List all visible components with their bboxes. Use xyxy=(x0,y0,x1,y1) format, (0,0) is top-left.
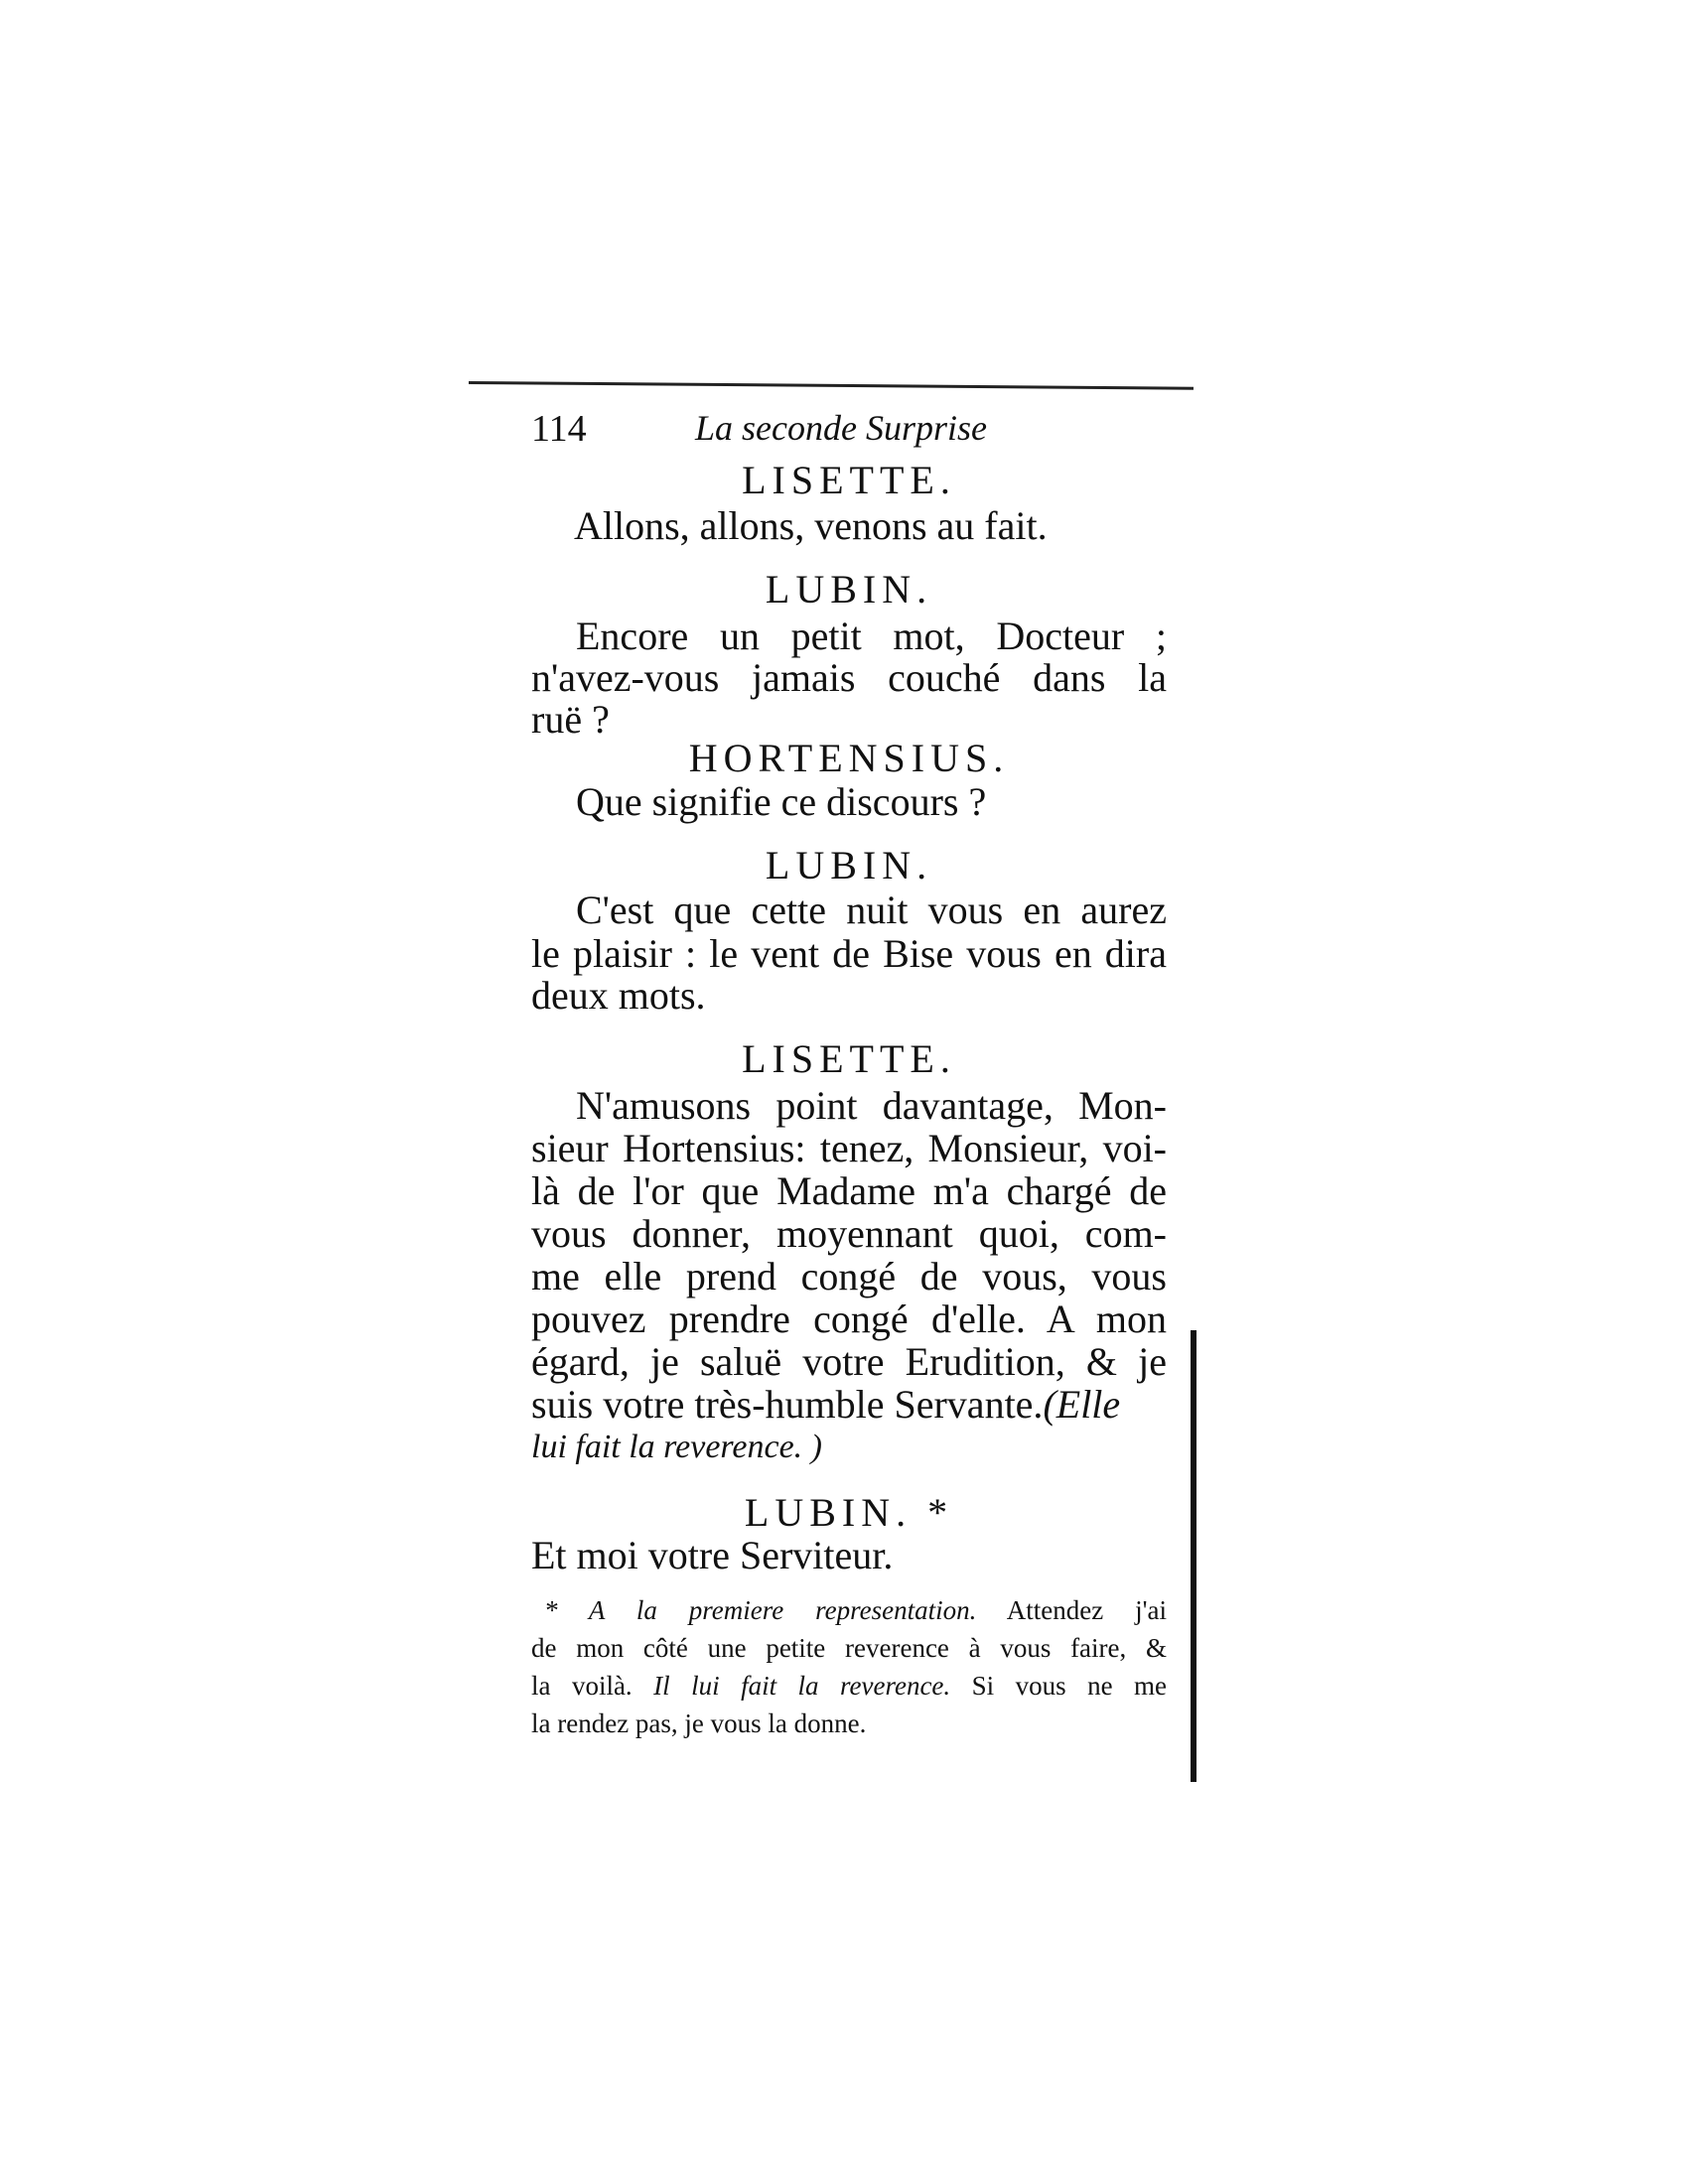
footnote-italic: * A la premiere representation. xyxy=(544,1595,977,1625)
footnote-line: de mon côté une petite reverence à vous faire, & xyxy=(531,1633,1167,1663)
dialogue-line: le plaisir : le vent de Bise vous en dira xyxy=(531,931,1167,976)
dialogue-line: Encore un petit mot, Docteur ; xyxy=(576,614,1167,658)
dialogue-text: suis votre très-humble Servante. xyxy=(531,1382,1044,1427)
speaker-name: LUBIN. xyxy=(765,843,933,887)
dialogue-line: C'est que cette nuit vous en aurez xyxy=(576,887,1167,932)
stage-direction: (Elle xyxy=(1043,1382,1121,1427)
footnote-text: Si vous ne me xyxy=(971,1671,1168,1701)
dialogue-line: Allons, allons, venons au fait. xyxy=(574,503,1048,548)
dialogue-line: vous donner, moyennant quoi, com- xyxy=(531,1211,1167,1256)
stage-direction: lui fait la reverence. ) xyxy=(531,1429,822,1465)
footnote-line xyxy=(531,1667,1167,1705)
running-title: La seconde Surprise xyxy=(695,408,987,448)
footnote-text: Attendez j'ai xyxy=(1006,1595,1167,1625)
dialogue-line: Et moi votre Serviteur. xyxy=(531,1533,894,1577)
dialogue-line: ruë ? xyxy=(531,697,610,742)
speaker-name: HORTENSIUS. xyxy=(688,736,1010,780)
speaker-name: LISETTE. xyxy=(742,1036,956,1081)
page-edge-shadow xyxy=(1191,1330,1196,1782)
dialogue-line: pouvez prendre congé d'elle. A mon xyxy=(531,1297,1167,1341)
dialogue-line: Que signifie ce discours ? xyxy=(576,779,987,824)
speaker-name: LUBIN. xyxy=(765,567,933,612)
dialogue-line: là de l'or que Madame m'a chargé de xyxy=(531,1168,1167,1213)
page-number: 114 xyxy=(531,408,587,450)
dialogue-line: sieur Hortensius: tenez, Monsieur, voi- xyxy=(531,1126,1167,1170)
speaker-name: LISETTE. xyxy=(742,458,956,502)
header-rule xyxy=(469,381,1194,390)
footnote-text: la voilà. xyxy=(531,1671,633,1701)
footnote-line xyxy=(544,1591,1167,1629)
footnote-line: la rendez pas, je vous la donne. xyxy=(531,1708,867,1738)
dialogue-line: me elle prend congé de vous, vous xyxy=(531,1254,1167,1298)
dialogue-line: deux mots. xyxy=(531,973,706,1018)
dialogue-line: N'amusons point davantage, Mon- xyxy=(576,1083,1167,1128)
speaker-name: LUBIN. * xyxy=(744,1490,954,1535)
dialogue-line: n'avez-vous jamais couché dans la xyxy=(531,655,1167,700)
footnote-italic: Il lui fait la reverence. xyxy=(653,1671,951,1701)
dialogue-line xyxy=(531,1383,1167,1427)
dialogue-line: égard, je saluë votre Erudition, & je xyxy=(531,1339,1167,1384)
